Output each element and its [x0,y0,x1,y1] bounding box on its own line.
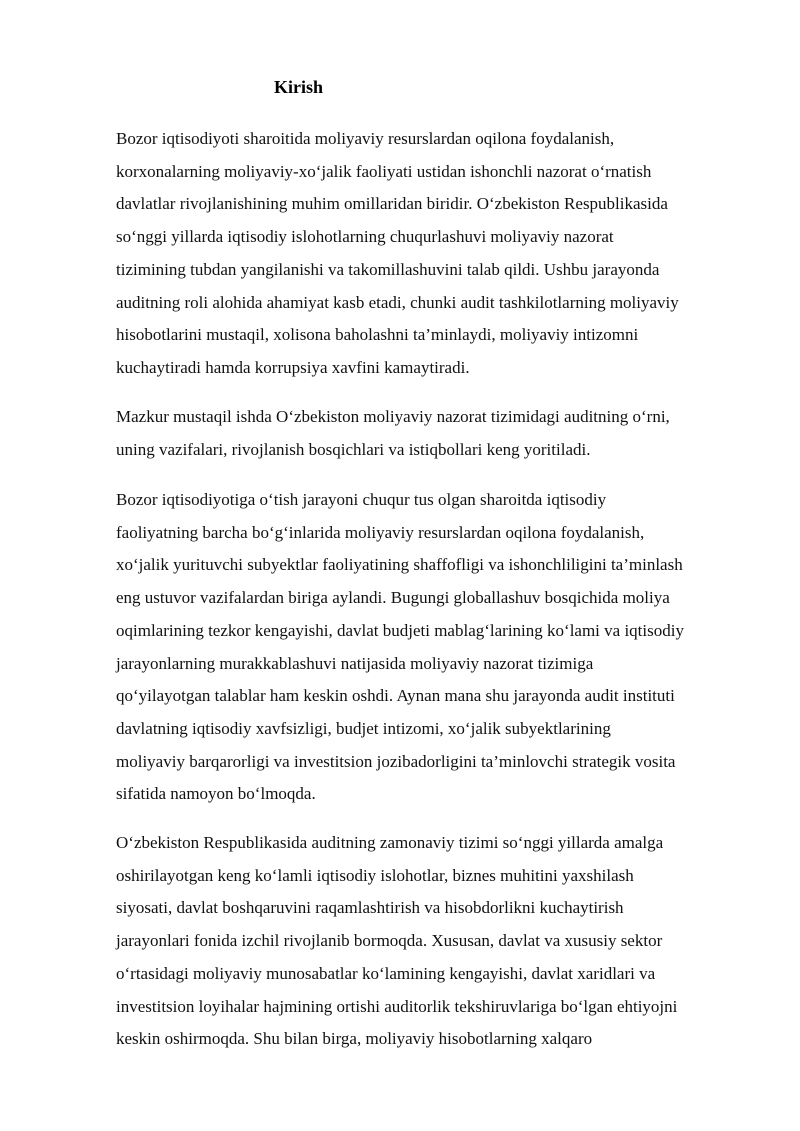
paragraph-3-line: Bozor iqtisodiyotiga o‘tish jarayoni chuqur tus olgan sharoitda iqtisodiy [116,490,607,509]
paragraph-2-line: uning vazifalari, rivojlanish bosqichlari va istiqbollari keng yoritiladi. [116,440,591,459]
paragraph-4-line: siyosati, davlat boshqaruvini raqamlashtirish va hisobdorlikni kuchaytirish [116,898,624,917]
paragraph-1-line: auditning roli alohida ahamiyat kasb etadi, chunki audit tashkilotlarning moliyaviy [116,293,679,312]
paragraph-3-line: sifatida namoyon bo‘lmoqda. [116,784,316,803]
paragraph-4-line: jarayonlari fonida izchil rivojlanib bormoqda. Xususan, davlat va xususiy sektor [116,931,663,950]
paragraph-4-line: o‘rtasidagi moliyaviy munosabatlar ko‘lamining kengayishi, davlat xaridlari va [116,964,656,983]
paragraph-4-line: investitsion loyihalar hajmining ortishi auditorlik tekshiruvlariga bo‘lgan ehtiyojni [116,997,678,1016]
paragraph-1-line: tizimining tubdan yangilanishi va takomillashuvini talab qildi. Ushbu jarayonda [116,260,660,279]
paragraph-3-line: davlatning iqtisodiy xavfsizligi, budjet intizomi, xo‘jalik subyektlarining [116,719,611,738]
paragraph-3-line: faoliyatning barcha bo‘g‘inlarida moliyaviy resurslardan oqilona foydalanish, [116,523,645,542]
paragraph-1-line: davlatlar rivojlanishining muhim omillaridan biridir. O‘zbekiston Respublikasida [116,194,668,213]
paragraph-1-line: Bozor iqtisodiyoti sharoitida moliyaviy resurslardan oqilona foydalanish, [116,129,615,148]
paragraph-4-line: O‘zbekiston Respublikasida auditning zamonaviy tizimi so‘nggi yillarda amalga [116,833,664,852]
paragraph-3-line: moliyaviy barqarorligi va investitsion jozibadorligini ta’minlovchi strategik vosita [116,752,676,771]
paragraph-3-line: eng ustuvor vazifalardan biriga aylandi. Bugungi globallashuv bosqichida moliya [116,588,670,607]
paragraph-1-line: kuchaytiradi hamda korrupsiya xavfini kamaytiradi. [116,358,470,377]
paragraph-3-line: jarayonlarning murakkablashuvi natijasida moliyaviy nazorat tizimiga [116,654,594,673]
paragraph-1-line: korxonalarning moliyaviy-xo‘jalik faoliyati ustidan ishonchli nazorat o‘rnatish [116,162,652,181]
paragraph-4-line: keskin oshirmoqda. Shu bilan birga, moliyaviy hisobotlarning xalqaro [116,1029,593,1048]
page-title: Kirish [274,77,324,97]
paragraph-3-line: oqimlarining tezkor kengayishi, davlat budjeti mablag‘larining ko‘lami va iqtisodiy [116,621,684,640]
paragraph-3-line: xo‘jalik yurituvchi subyektlar faoliyatining shaffofligi va ishonchliligini ta’minlash [116,555,683,574]
paragraph-1-line: hisobotlarini mustaqil, xolisona baholashni ta’minlaydi, moliyaviy intizomni [116,325,639,344]
paragraph-3-line: qo‘yilayotgan talablar ham keskin oshdi. Aynan mana shu jarayonda audit instituti [116,686,675,705]
paragraph-1-line: so‘nggi yillarda iqtisodiy islohotlarning chuqurlashuvi moliyaviy nazorat [116,227,614,246]
paragraph-4-line: oshirilayotgan keng ko‘lamli iqtisodiy islohotlar, biznes muhitini yaxshilash [116,866,634,885]
paragraph-2-line: Mazkur mustaqil ishda O‘zbekiston moliyaviy nazorat tizimidagi auditning o‘rni, [116,407,670,426]
